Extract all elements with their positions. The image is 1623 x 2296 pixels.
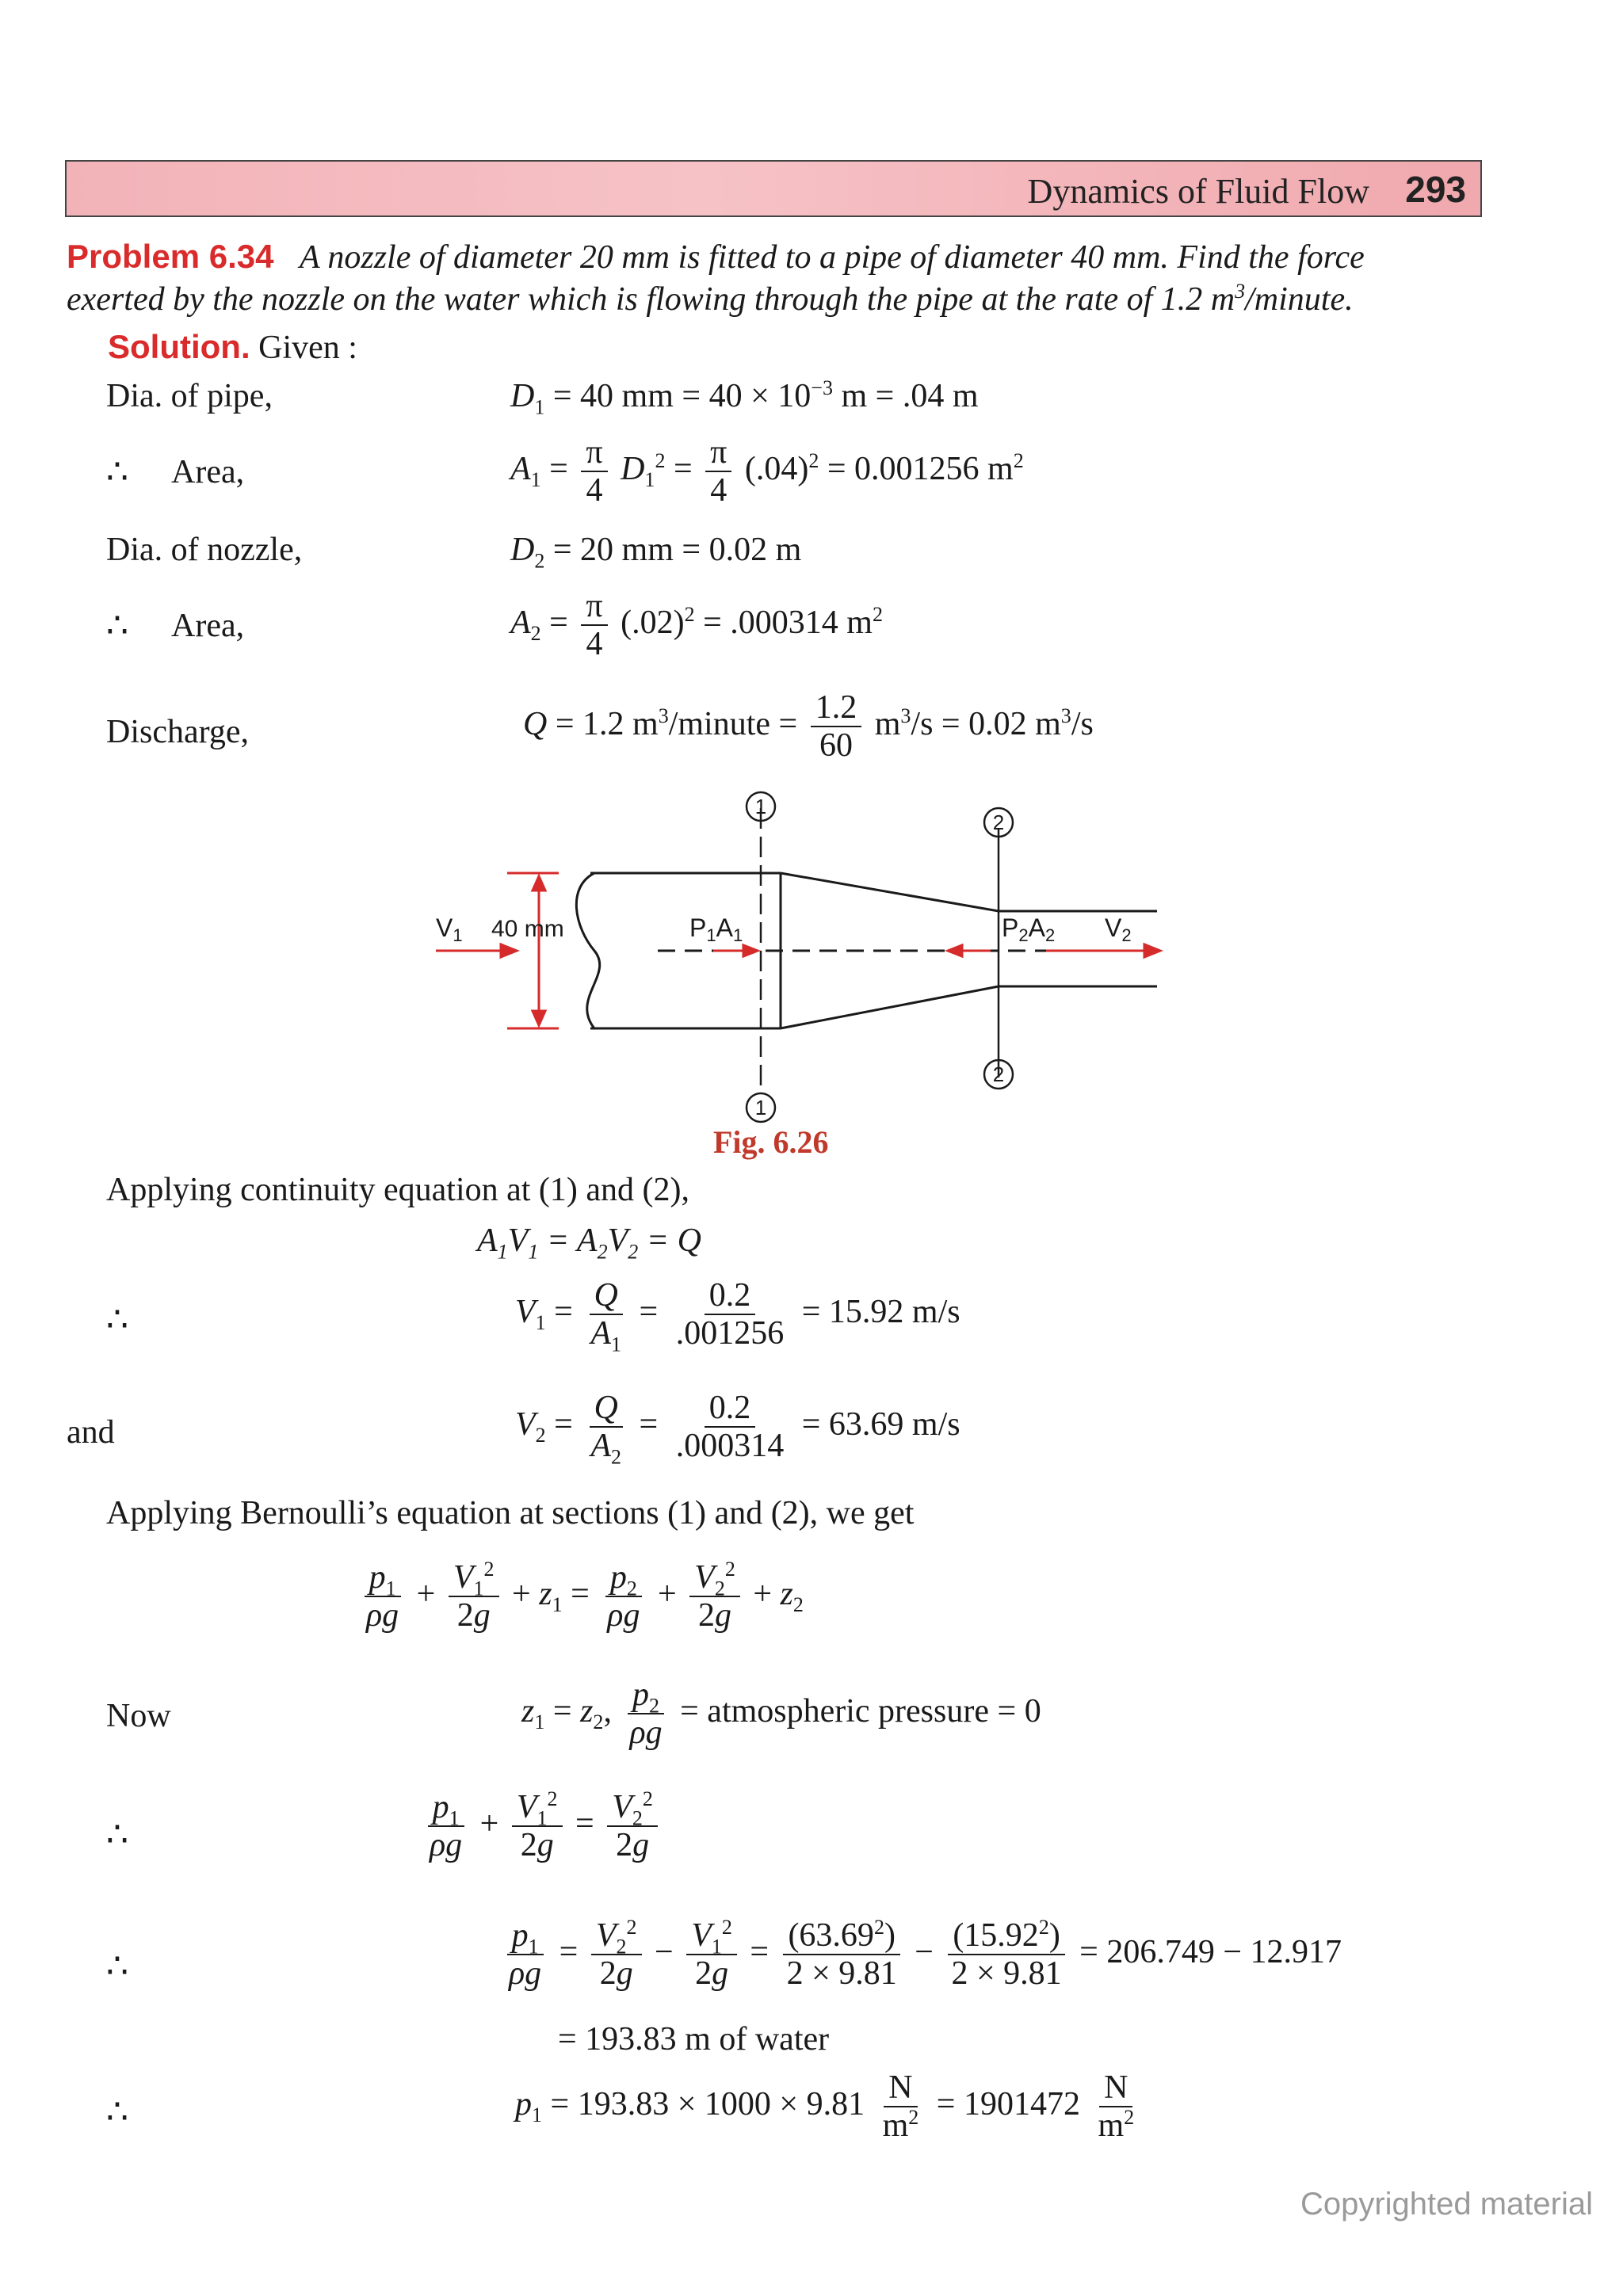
q-num: 1.2 bbox=[811, 689, 862, 727]
p1pg-a-den: 2 × 9.81 bbox=[786, 1955, 897, 1993]
p2a2-arrow-head bbox=[948, 945, 962, 956]
continuity-equation: $A_1V_1 = A_2V_2 = Q$ bbox=[477, 1222, 701, 1264]
p1-a: = 193.83 × 1000 × 9.81 bbox=[550, 2085, 865, 2122]
copyright-notice: Copyrighted material bbox=[1300, 2187, 1593, 2222]
v1-num: 0.2 bbox=[705, 1277, 756, 1315]
dim-arrow-up bbox=[533, 876, 545, 891]
p1-equation: $p_1 = 193.83 \times 1000 \times 9.81$ $\frac{N}{m^2}$ = 1901472 $\frac{N}{m^2}$ bbox=[515, 2069, 1135, 2145]
problem-statement-2: exerted by the nozzle on the water which is flowing through the pipe at the rate of 1.2 m bbox=[67, 281, 1235, 318]
q-den: 60 bbox=[819, 727, 853, 765]
problem-statement-2-end: /minute. bbox=[1245, 281, 1354, 318]
dia-pipe-label: Dia. of pipe, bbox=[106, 378, 273, 414]
nozzle-diagram bbox=[412, 784, 1189, 1165]
v1-den: .001256 bbox=[675, 1315, 785, 1352]
a1-result: = 0.001256 m bbox=[827, 450, 1014, 487]
therefore-symbol: ∴ bbox=[106, 1300, 128, 1339]
v2-label: V2 bbox=[1105, 913, 1132, 945]
therefore-symbol: ∴ bbox=[106, 606, 128, 645]
v1-equation: $V_1$ = $\frac{Q}{A_1}$ = $\frac{0.2}{.001256}$ = 15.92 m/s bbox=[515, 1277, 960, 1356]
nozzle-bottom-wall bbox=[781, 986, 1157, 1028]
v2-num: 0.2 bbox=[705, 1390, 756, 1428]
p2a2-label: P2A2 bbox=[1002, 913, 1056, 945]
q-e: /s bbox=[1071, 705, 1094, 742]
a2-equation: $A_2$ = $\frac{\pi}{4}$ $(.02)^2 = .000314$ $m^2$ bbox=[510, 588, 883, 663]
q-equation: Q = 1.2 $m^3$/minute = $\frac{1.2}{60}$ $m^3/s = 0.02$ $m^3/s$ bbox=[523, 689, 1094, 765]
a2-tail: (.02) bbox=[621, 604, 685, 641]
q-b: /minute = bbox=[668, 705, 798, 742]
d1-exponent: −3 bbox=[811, 376, 833, 399]
now-label: Now bbox=[106, 1698, 171, 1734]
a2-result: = .000314 m bbox=[703, 604, 873, 641]
therefore-symbol: ∴ bbox=[106, 2092, 128, 2131]
reduced-bernoulli: $\frac{p_1}{\rho g}$ + $\frac{V_1^2}{2g}$ = $\frac{V_2^2}{2g}$ bbox=[420, 1789, 663, 1863]
p1pg-b-den: 2 × 9.81 bbox=[951, 1955, 1062, 1993]
d1-tail: m = .04 m bbox=[841, 378, 979, 414]
problem-line-2 bbox=[67, 279, 1354, 320]
p1pg-result: = 206.749 − 12.917 bbox=[1079, 1933, 1342, 1970]
continuity-text: Applying continuity equation at (1) and (2), bbox=[106, 1172, 690, 1208]
therefore-symbol: ∴ bbox=[106, 452, 128, 491]
atmos-text: = atmospheric pressure = 0 bbox=[680, 1692, 1041, 1730]
v1-result: = 15.92 m/s bbox=[801, 1293, 960, 1330]
p1pg-a-num: (63.69 bbox=[788, 1917, 874, 1954]
bernoulli-equation: $\frac{p_1}{\rho g}$ + $\frac{V_1^2}{2g}$ + $z_1$ = $\frac{p_2}{\rho g}$ + $\frac{V_2^2}{2g}$ + $z_2$ bbox=[357, 1559, 804, 1634]
v2-result: = 63.69 m/s bbox=[801, 1405, 960, 1443]
solution-label: Solution. bbox=[108, 328, 250, 365]
pipe-break-line bbox=[576, 873, 599, 1028]
d1-equation: $D_1 = 40$ mm = $40 \times 10^{-3}$ m = .04 m bbox=[510, 376, 979, 419]
section-1-top-label: 1 bbox=[754, 795, 767, 818]
given-label: Given : bbox=[258, 330, 357, 366]
d2-value: = 20 mm = 0.02 m bbox=[552, 532, 802, 568]
area2-label: Area, bbox=[171, 608, 245, 644]
v2-den: .000314 bbox=[675, 1428, 785, 1465]
d1-value: = 40 mm = 40 × 10 bbox=[552, 378, 812, 414]
and-label: and bbox=[67, 1414, 115, 1451]
head-of-water: = 193.83 m of water bbox=[558, 2021, 830, 2058]
therefore-symbol: ∴ bbox=[106, 1947, 128, 1985]
v1-label: V1 bbox=[436, 913, 463, 945]
p1-b: = 1901472 bbox=[936, 2085, 1080, 2122]
q-a: = 1.2 m bbox=[555, 705, 659, 742]
discharge-label: Discharge, bbox=[106, 714, 249, 750]
v1-arrow-head bbox=[501, 944, 517, 957]
p1a1-arrow-head bbox=[743, 945, 758, 956]
chapter-title: Dynamics of Fluid Flow bbox=[1027, 172, 1369, 211]
a1-tail: (.04) bbox=[744, 450, 809, 487]
p1pg-b-num: (15.92 bbox=[953, 1917, 1039, 1954]
section-2-top-label: 2 bbox=[992, 810, 1005, 834]
section-2-bottom-label: 2 bbox=[992, 1062, 1005, 1086]
section-1-bottom-label: 1 bbox=[754, 1096, 767, 1119]
p1-over-pg-equation: $\frac{p_1}{\rho g}$ = $\frac{V_2^2}{2g}$ − $\frac{V_1^2}{2g}$ = $\frac{(63.69^2)}{2 \times 9.81}$ − $\frac{(15.92^2)}{2 \times 9.81}$ = 206.749 − 12.917 bbox=[499, 1917, 1342, 1992]
q-c: m bbox=[874, 705, 901, 742]
area1-label: Area, bbox=[171, 454, 245, 490]
figure-caption: Fig. 6.26 bbox=[713, 1124, 829, 1160]
a1-equation: $A_1$ = $\frac{\pi}{4}$ $D_1^2$ = $\frac{\pi}{4}$ $(.04)^2 = 0.001256$ $m^2$ bbox=[510, 434, 1024, 509]
dim-arrow-down bbox=[533, 1011, 545, 1025]
nozzle-top-wall bbox=[781, 873, 1157, 911]
problem-line-1 bbox=[67, 236, 1365, 278]
page-number: 293 bbox=[1405, 169, 1466, 210]
dia-nozzle-label: Dia. of nozzle, bbox=[106, 532, 303, 568]
v2-arrow-head bbox=[1144, 944, 1160, 957]
superscript: 3 bbox=[1235, 280, 1246, 303]
bernoulli-text: Applying Bernoulli’s equation at sections (1) and (2), we get bbox=[106, 1495, 915, 1531]
problem-label: Problem 6.34 bbox=[67, 238, 274, 275]
dim-40mm-label: 40 mm bbox=[491, 916, 564, 942]
solution-heading bbox=[108, 326, 357, 368]
problem-statement-1: A nozzle of diameter 20 mm is fitted to a pipe of diameter 40 mm. Find the force bbox=[299, 239, 1365, 276]
now-equation: $z_1 = z_2$, $\frac{p_2}{\rho g}$ = atmospheric pressure = 0 bbox=[521, 1676, 1041, 1752]
v2-equation: $V_2$ = $\frac{Q}{A_2}$ = $\frac{0.2}{.000314}$ = 63.69 m/s bbox=[515, 1390, 960, 1469]
d2-equation: $D_2 = 20$ mm = 0.02 m bbox=[510, 532, 802, 573]
q-d: /s = 0.02 m bbox=[911, 705, 1061, 742]
p1a1-label: P1A1 bbox=[689, 913, 743, 945]
page-header bbox=[65, 160, 1482, 217]
therefore-symbol: ∴ bbox=[106, 1815, 128, 1854]
